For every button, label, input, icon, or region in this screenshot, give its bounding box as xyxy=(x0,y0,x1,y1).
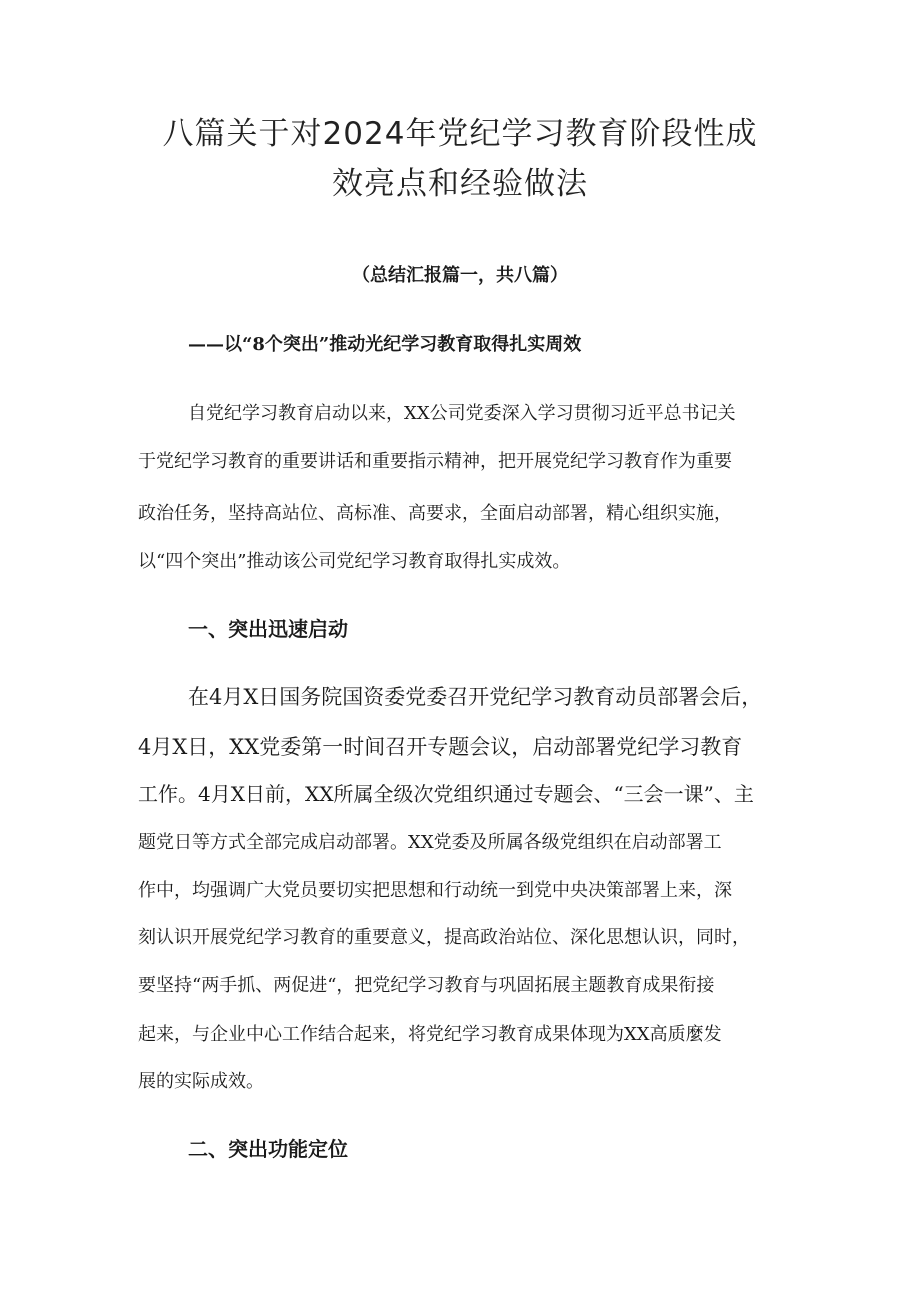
intro-paragraph-line: 以“四个突出”推动该公司党纪学习教育取得扎实成效。 xyxy=(138,551,571,572)
section1-paragraph-line: 起来，与企业中心工作结合起来，将党纪学习教育成果体现为XX高质麼发 xyxy=(138,1024,722,1045)
document-title-line-1: 八篇关于对2024年党纪学习教育阶段性成 xyxy=(162,116,758,152)
intro-paragraph-line: 于党纪学习教育的重要讲话和重要指示精神，把开展党纪学习教育作为重要 xyxy=(138,451,732,472)
section1-paragraph-line: 在4月X日国务院国资委党委召开党纪学习教育动员部署会后， xyxy=(188,685,763,709)
section1-paragraph-line: 工作。4月X日前，XX所属全级次党组织通过专题会、“三会一课”、主 xyxy=(138,782,754,806)
section-heading-1: 一、突出迅速启动 xyxy=(188,617,348,641)
section1-paragraph-line: 题党日等方式全部完成启动部署。XX党委及所属各级党组织在启动部署工 xyxy=(138,832,722,853)
section-heading-2: 二、突出功能定位 xyxy=(188,1137,348,1161)
document-title-line-2: 效亮点和经验做法 xyxy=(332,166,588,202)
document-theme: ——以“8个突出”推动光纪学习教育取得扎实周效 xyxy=(188,334,582,355)
document-subtitle: （总结汇报篇一，共八篇） xyxy=(352,265,568,286)
section1-paragraph-line: 4月X日，XX党委第一时间召开专题会议，启动部署党纪学习教育 xyxy=(138,735,743,759)
intro-paragraph-line: 自党纪学习教育启动以来，XX公司党委深入学习贯彻习近平总书记关 xyxy=(188,403,736,424)
section1-paragraph-line: 作中，均强调广大党员要切实把思想和行动统一到党中央决策部署上来，深 xyxy=(138,880,732,901)
section1-paragraph-line: 展的实际成效。 xyxy=(138,1071,264,1092)
intro-paragraph-line: 政治任务，坚持高站位、高标准、高要求，全面启动部署，精心组织实施， xyxy=(138,503,732,524)
section1-paragraph-line: 刻认识开展党纪学习教育的重要意义，提高政治站位、深化思想认识，同时， xyxy=(138,927,750,948)
section1-paragraph-line: 要坚持“两手抓、两促进“，把党纪学习教育与巩固拓展主题教育成果衔接 xyxy=(138,975,715,996)
